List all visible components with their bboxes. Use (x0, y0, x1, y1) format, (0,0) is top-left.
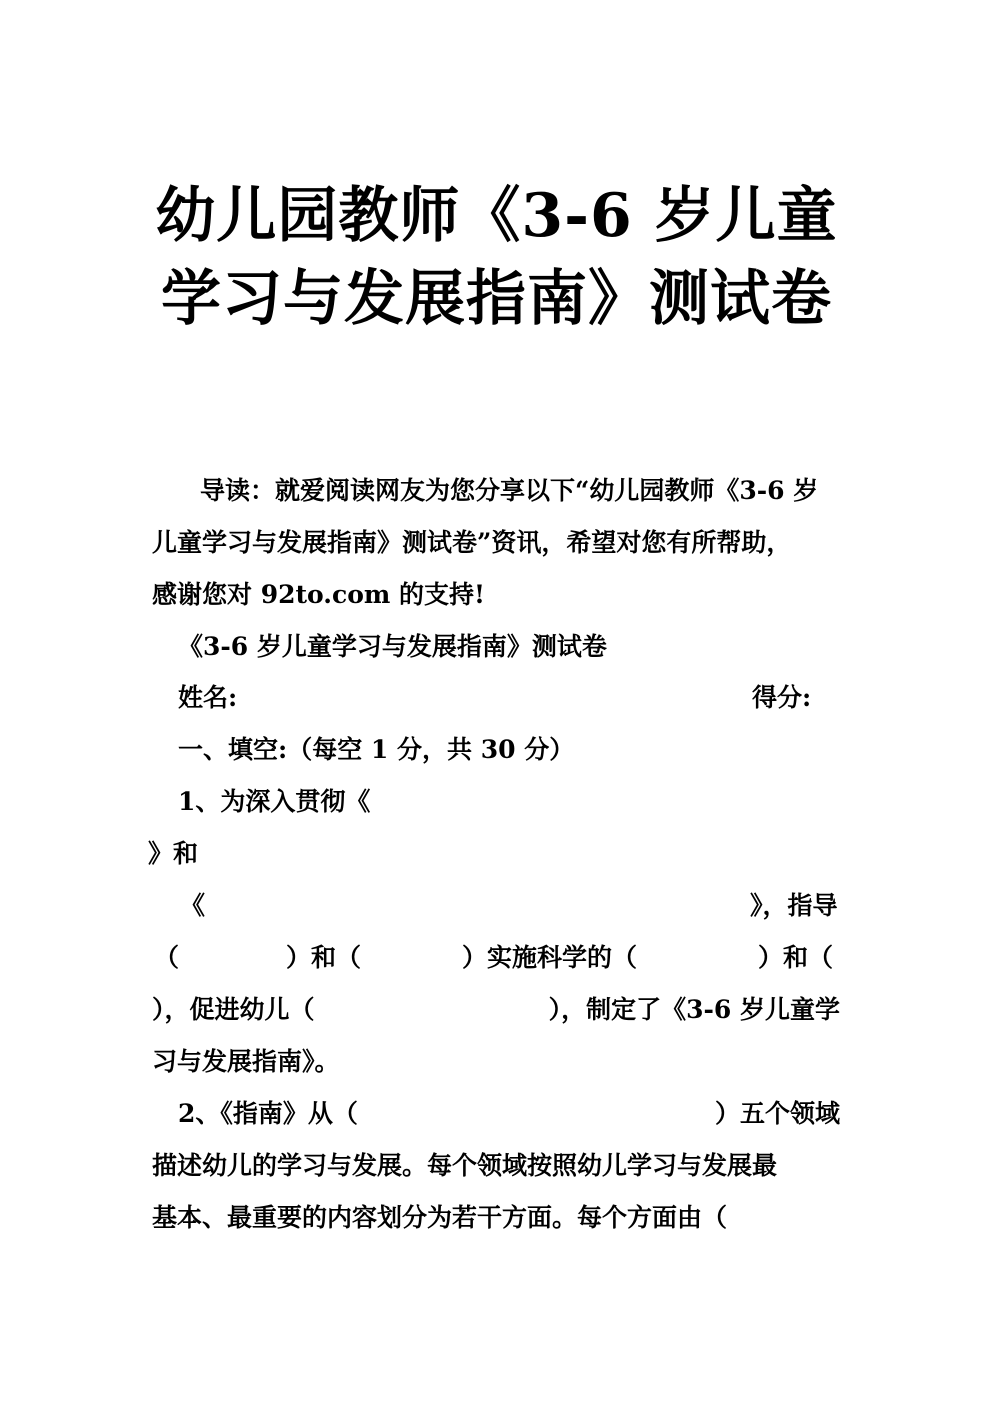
q2-line-1-right: ）五个领域 (714, 1099, 840, 1128)
test-subtitle: 《3-6 岁儿童学习与发展指南》测试卷 (178, 632, 607, 661)
intro-line-1: 导读：就爱阅读网友为您分享以下“幼儿园教师《3-6 岁 (200, 476, 819, 505)
q1-line-6: 习与发展指南》。 (152, 1047, 340, 1076)
q1-line-3-left: 《 (180, 891, 206, 920)
document-title-line-1: 幼儿园教师《3-6 岁儿童 (155, 181, 838, 251)
q2-line-1-left: 2、《指南》从（ (178, 1099, 358, 1128)
q1-line-5-left: ），促进幼儿（ (152, 995, 315, 1024)
q1-line-5-right: ），制定了《3-6 岁儿童学 (548, 995, 840, 1024)
q1-line-3-right: 》，指导 (750, 891, 838, 920)
name-label: 姓名: (178, 683, 238, 712)
q1-blank-close-3: ）和（ (758, 943, 834, 972)
q1-line-2: 》和 (148, 839, 199, 868)
intro-line-2: 儿童学习与发展指南》测试卷”资讯，希望对您有所帮助， (152, 528, 792, 557)
section-heading: 一、填空:（每空 1 分，共 30 分） (178, 735, 575, 764)
q2-line-2: 描述幼儿的学习与发展。每个领域按照幼儿学习与发展最 (152, 1151, 778, 1180)
q1-line-1: 1、为深入贯彻《 (178, 787, 371, 816)
q1-blank-open-1: （ (154, 943, 180, 972)
q1-blank-close-1: ）和（ (286, 943, 362, 972)
document-title-line-2: 学习与发展指南》测试卷 (161, 264, 832, 334)
score-label: 得分: (752, 683, 812, 712)
q2-line-3: 基本、最重要的内容划分为若干方面。每个方面由（ (152, 1203, 728, 1232)
intro-line-3: 感谢您对 92to.com 的支持! (152, 580, 486, 609)
q1-blank-close-2: ）实施科学的（ (462, 943, 638, 972)
